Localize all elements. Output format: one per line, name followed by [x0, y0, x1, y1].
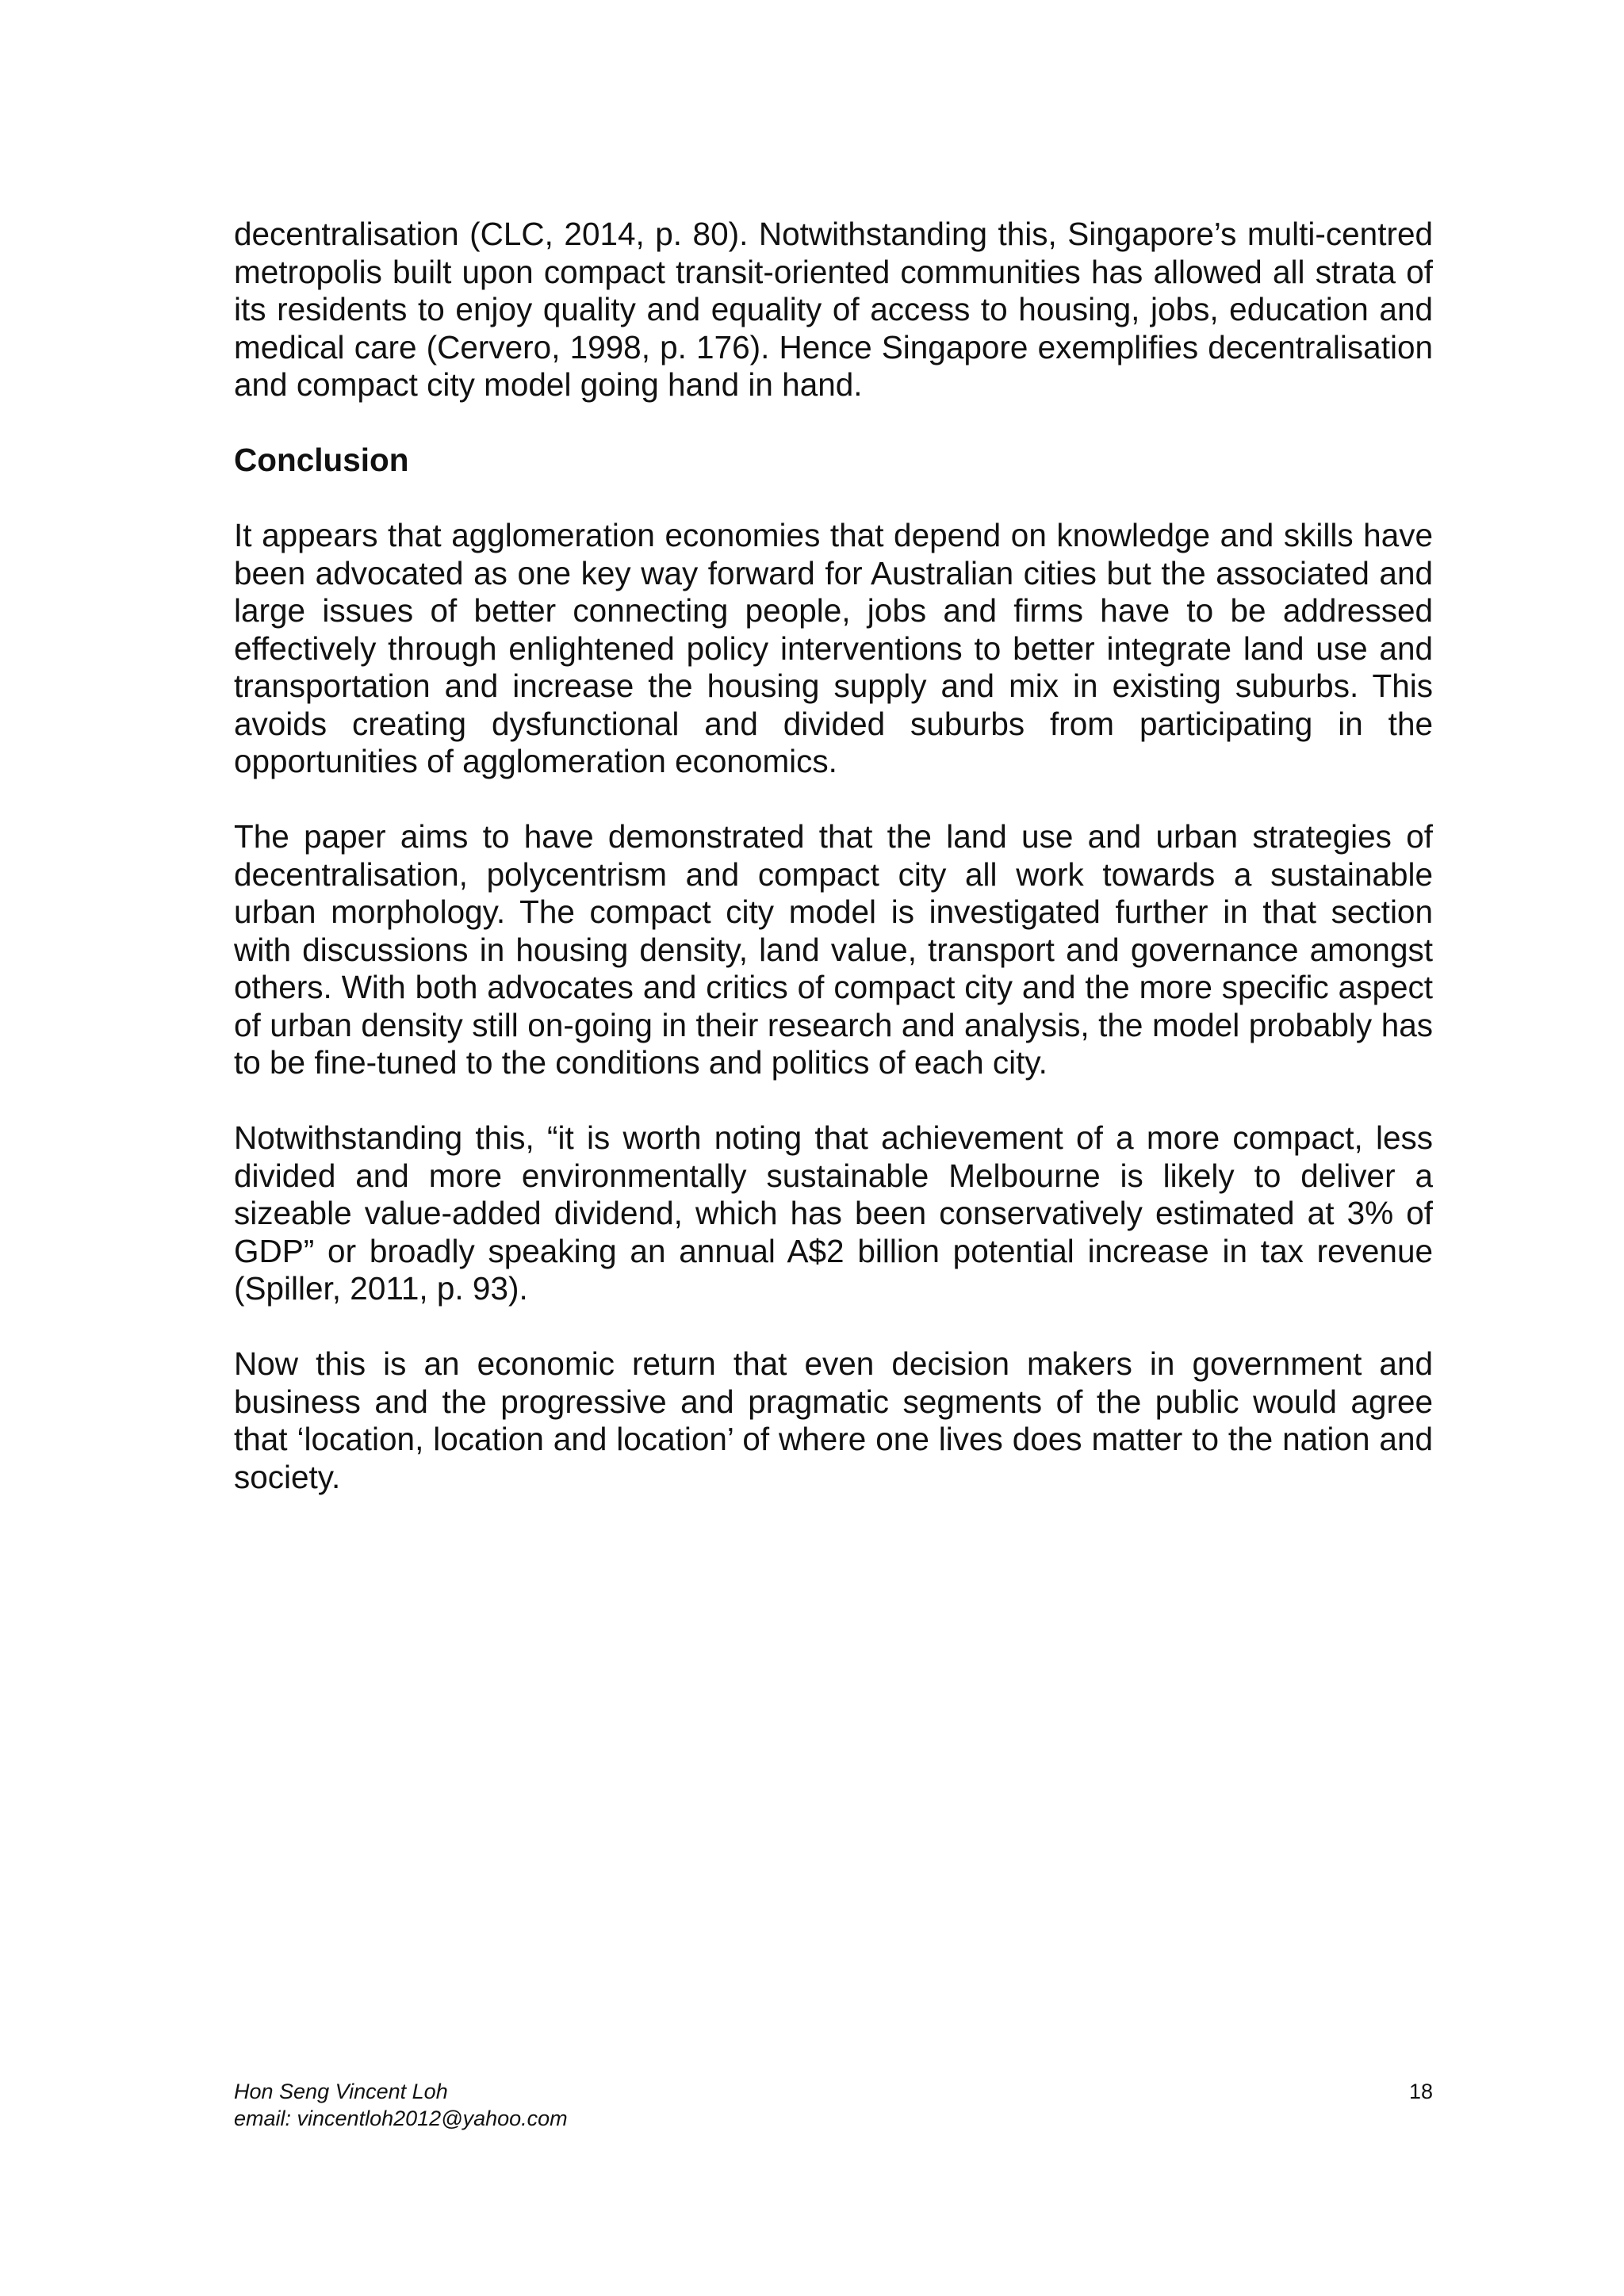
- page-number: 18: [1408, 2080, 1433, 2103]
- page-footer: [234, 2078, 1433, 2132]
- paragraph-melbourne-dividend: Notwithstanding this, “it is worth noting that achievement of a more compact, less divided and more environmentally sustainable Melbourne is likely to deliver a sizeable value-added dividend, which has been conservatively estimated at 3% of GDP” or broadly speaking an annual A$2 billion potential increase in tax revenue (Spiller, 2011, p. 93).: [234, 1119, 1433, 1307]
- section-heading-conclusion: Conclusion: [234, 442, 409, 478]
- footer-author: Hon Seng Vincent Loh: [234, 2080, 448, 2103]
- footer-email: email: vincentloh2012@yahoo.com: [234, 2107, 568, 2130]
- paragraph-economic-return: Now this is an economic return that even decision makers in government and business and the progressive and pragmatic segments of the public would agree that ‘location, location and location’ of where one lives does matter to the nation and society.: [234, 1345, 1433, 1495]
- paragraph-agglomeration: It appears that agglomeration economies that depend on knowledge and skills have been advocated as one key way forward for Australian cities but the associated and large issues of better connecting people, jobs and firms have to be addressed effectively through enlightened policy interventions to better integrate land use and transportation and increase the housing supply and mix in existing suburbs. This avoids creating dysfunctional and divided suburbs from participating in the opportunities of agglomeration economics.: [234, 517, 1433, 779]
- page-body: [234, 216, 1433, 1534]
- paragraph-singapore: decentralisation (CLC, 2014, p. 80). Notwithstanding this, Singapore’s multi-centred metropolis built upon compact transit-oriented communities has allowed all strata of its residents to enjoy quality and equality of access to housing, jobs, education and medical care (Cervero, 1998, p. 176). Hence Singapore exemplifies decentralisation and compact city model going hand in hand.: [234, 216, 1433, 403]
- paragraph-compact-city: The paper aims to have demonstrated that the land use and urban strategies of decentralisation, polycentrism and compact city all work towards a sustainable urban morphology. The compact city model is investigated further in that section with discussions in housing density, land value, transport and governance amongst others. With both advocates and critics of compact city and the more specific aspect of urban density still on-going in their research and analysis, the model probably has to be fine-tuned to the conditions and politics of each city.: [234, 818, 1433, 1081]
